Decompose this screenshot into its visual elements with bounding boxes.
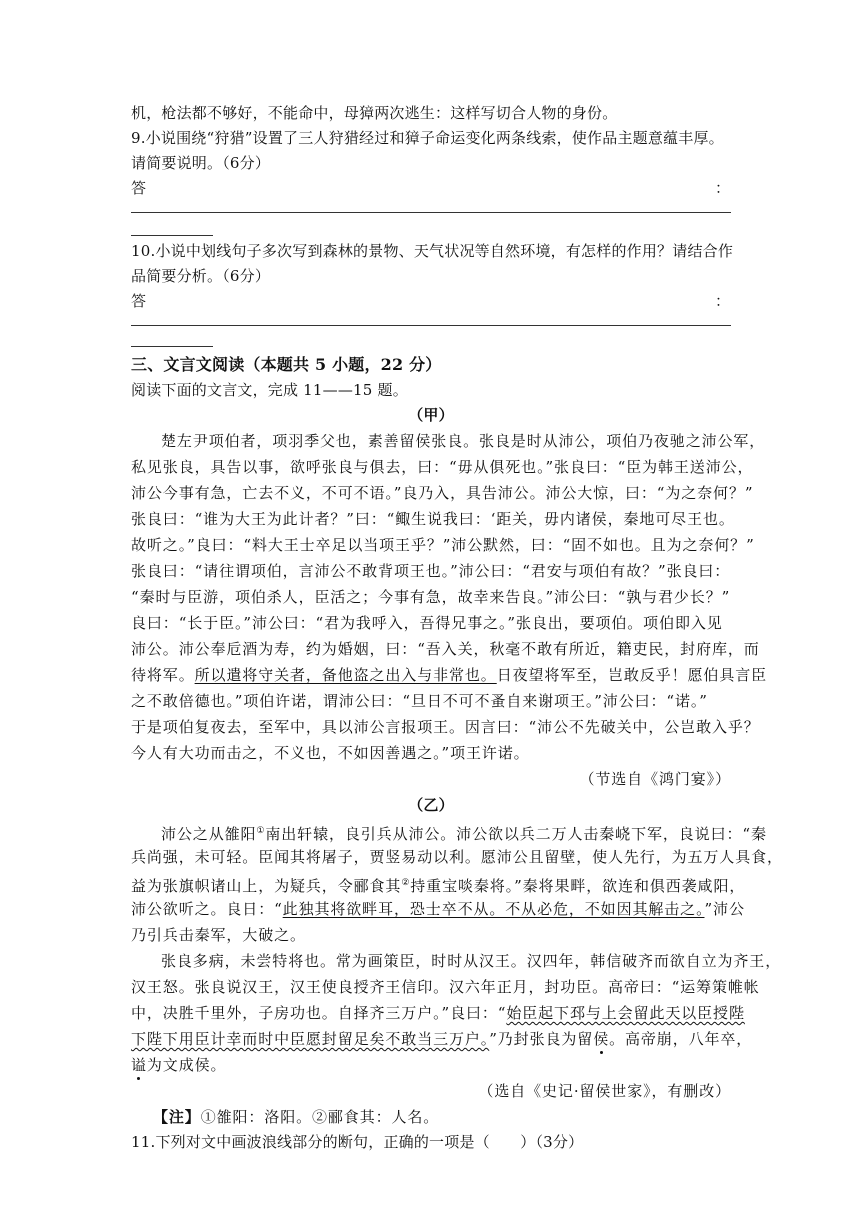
section3-heading: 三、文言文阅读（本题共 5 小题，22 分）: [131, 355, 442, 374]
emphasis-dot-char: 侯: [593, 1030, 610, 1048]
passage-yi-line: 谥为文成侯。: [131, 1056, 227, 1074]
passage-yi-line: 乃引兵击秦军，大破之。: [131, 926, 306, 944]
passage-yi-line: 张良多病，未尝特将也。常为画策臣，时时从汉王。汉四年，韩信破齐而欲自立为齐王，: [161, 952, 782, 970]
q9-answer-line-short: [131, 235, 213, 236]
q9-prompt-line1: 9.小说围绕“狩猎”设置了三人狩猎经过和獐子命运变化两条线索，使作品主题意蕴丰厚。: [131, 129, 724, 147]
q10-answer-line-short: [131, 346, 213, 347]
passage-jia-line: 楚左尹项伯者，项羽季父也，素善留侯张良。张良是时从沛公，项伯乃夜驰之沛公军，: [161, 432, 766, 450]
q10-prompt-line1: 10.小说中划线句子多次写到森林的景物、天气状况等自然环境，有怎样的作用？请结合作: [131, 242, 734, 260]
section3-instruction: 阅读下面的文言文，完成 11——15 题。: [131, 381, 408, 399]
underlined-sentence: 此独其将欲畔耳，恐士卒不从。不从必危，不如因其解击之。: [282, 900, 705, 918]
passage-yi-title: （乙）: [408, 796, 454, 814]
passage-jia-line: 沛公今事有急，亡去不义，不可不语。”良乃入，具告沛公。沛公大惊，曰：“为之奈何？”: [131, 484, 754, 502]
emphasis-dot-char: 谥: [131, 1056, 147, 1074]
passage-jia-line: 私见张良，具告以事，欲呼张良与俱去，曰：“毋从俱死也。”张良曰：“臣为韩王送沛公，: [131, 458, 754, 476]
passage-jia-line: “秦时与臣游，项伯杀人，臣活之；今事有急，故幸来告良。”沛公曰：“孰与君少长？”: [131, 588, 731, 606]
q10-answer-label: 答: [131, 292, 147, 310]
passage-jia-line: 待将军。所以遣将守关者，备他盗之出入与非常也。日夜望将军至，岂敢反乎！愿伯具言臣: [131, 666, 768, 684]
q9-answer-line: [131, 212, 731, 213]
passage-jia-title: （甲）: [408, 406, 454, 424]
passage-jia-line: 于是项伯复夜去，至军中，具以沛公言报项王。因言曰：“沛公不先破关中，公岂敢入乎？: [131, 718, 760, 736]
q9-answer-colon: ：: [715, 179, 731, 197]
q9-prompt-line2: 请简要说明。（6分）: [131, 154, 271, 172]
passage-jia-source: （节选自《鸿门宴》）: [579, 770, 731, 788]
passage-yi-line: 汉王怒。张良说汉王，汉王使良授齐王信印。汉六年正月，封功臣。高帝曰：“运筹策帷帐: [131, 978, 760, 996]
q10-prompt-line2: 品简要分析。（6分）: [131, 267, 271, 285]
passage-yi-line: 中，决胜千里外，子房功也。自择齐三万户。”良曰：“始臣起下邳与上会留此天以臣授陛: [131, 1004, 745, 1022]
wavy-underlined-text: 始臣起下邳与上会留此天以臣授陛: [506, 1004, 745, 1022]
annotation-note: 【注】①雒阳：洛阳。②郦食其：人名。: [153, 1108, 440, 1126]
passage-jia-line: 张良曰：“谁为大王为此计者？”曰：“鲰生说我曰：‘距关，毋内诸侯，秦地可尽王也。: [131, 510, 735, 528]
passage-yi-line: 益为张旗帜诸山上，为疑兵，令郦食其②持重宝啖秦将。”秦将果畔，欲连和俱西袭咸阳，: [131, 877, 746, 895]
passage-yi-line: 沛公之从雒阳①南出轩辕，良引兵从沛公。沛公欲以兵二万人击秦峣下军，良说曰：“秦: [161, 825, 767, 843]
passage-yi-line: 下陛下用臣计幸而时中臣愿封留足矣不敢当三万户。”乃封张良为留侯。高帝崩，八年卒，: [131, 1030, 753, 1048]
q9-answer-label: 答: [131, 179, 147, 197]
note-mark: ①: [256, 826, 266, 836]
passage-yi-line: 兵尚强，未可轻。臣闻其将屠子，贾竖易动以利。愿沛公且留壁，使人先行，为五万人具食，: [131, 848, 783, 866]
underlined-sentence: 所以遣将守关者，备他盗之出入与非常也。: [194, 666, 497, 684]
wavy-underlined-text: 下陛下用臣计幸而时中臣愿封留足矣不敢当三万户。: [131, 1030, 490, 1048]
passage-jia-line: 今人有大功而击之，不义也，不如因善遇之。”项王许诺。: [131, 744, 530, 762]
q10-answer-line: [131, 325, 731, 326]
passage-jia-line: 沛公。沛公奉卮酒为寿，约为婚姻，曰：“吾入关，秋毫不敢有所近，籍吏民，封府库，而: [131, 640, 760, 658]
passage-jia-line: 故听之。”良曰：“料大王士卒足以当项王乎？”沛公默然，曰：“固不如也。且为之奈何？”: [131, 536, 755, 554]
passage-yi-source: （选自《史记·留侯世家》，有删改）: [478, 1082, 731, 1100]
note-mark: ②: [401, 878, 411, 888]
q11-prompt: 11.下列对文中画波浪线部分的断句，正确的一项是（ ）（3分）: [131, 1133, 584, 1151]
passage-jia-line: 之不敢倍德也。”项伯许诺，谓沛公曰：“旦日不可不蚤自来谢项王。”沛公曰：“诺。”: [131, 692, 708, 710]
passage-jia-line: 张良曰：“请往谓项伯，言沛公不敢背项王也。”沛公曰：“君安与项伯有故？”张良曰：: [131, 562, 731, 580]
q10-answer-colon: ：: [715, 292, 731, 310]
passage-yi-line: 沛公欲听之。良日：“此独其将欲畔耳，恐士卒不从。不从必危，不如因其解击之。”沛公: [131, 900, 745, 918]
passage-jia-line: 良曰：“长于臣。”沛公曰：“君为我呼入，吾得兄事之。”张良出，要项伯。项伯即入见: [131, 614, 723, 632]
q8-answer-tail: 机，枪法都不够好，不能命中，母獐两次逃生：这样写切合人物的身份。: [131, 104, 618, 122]
